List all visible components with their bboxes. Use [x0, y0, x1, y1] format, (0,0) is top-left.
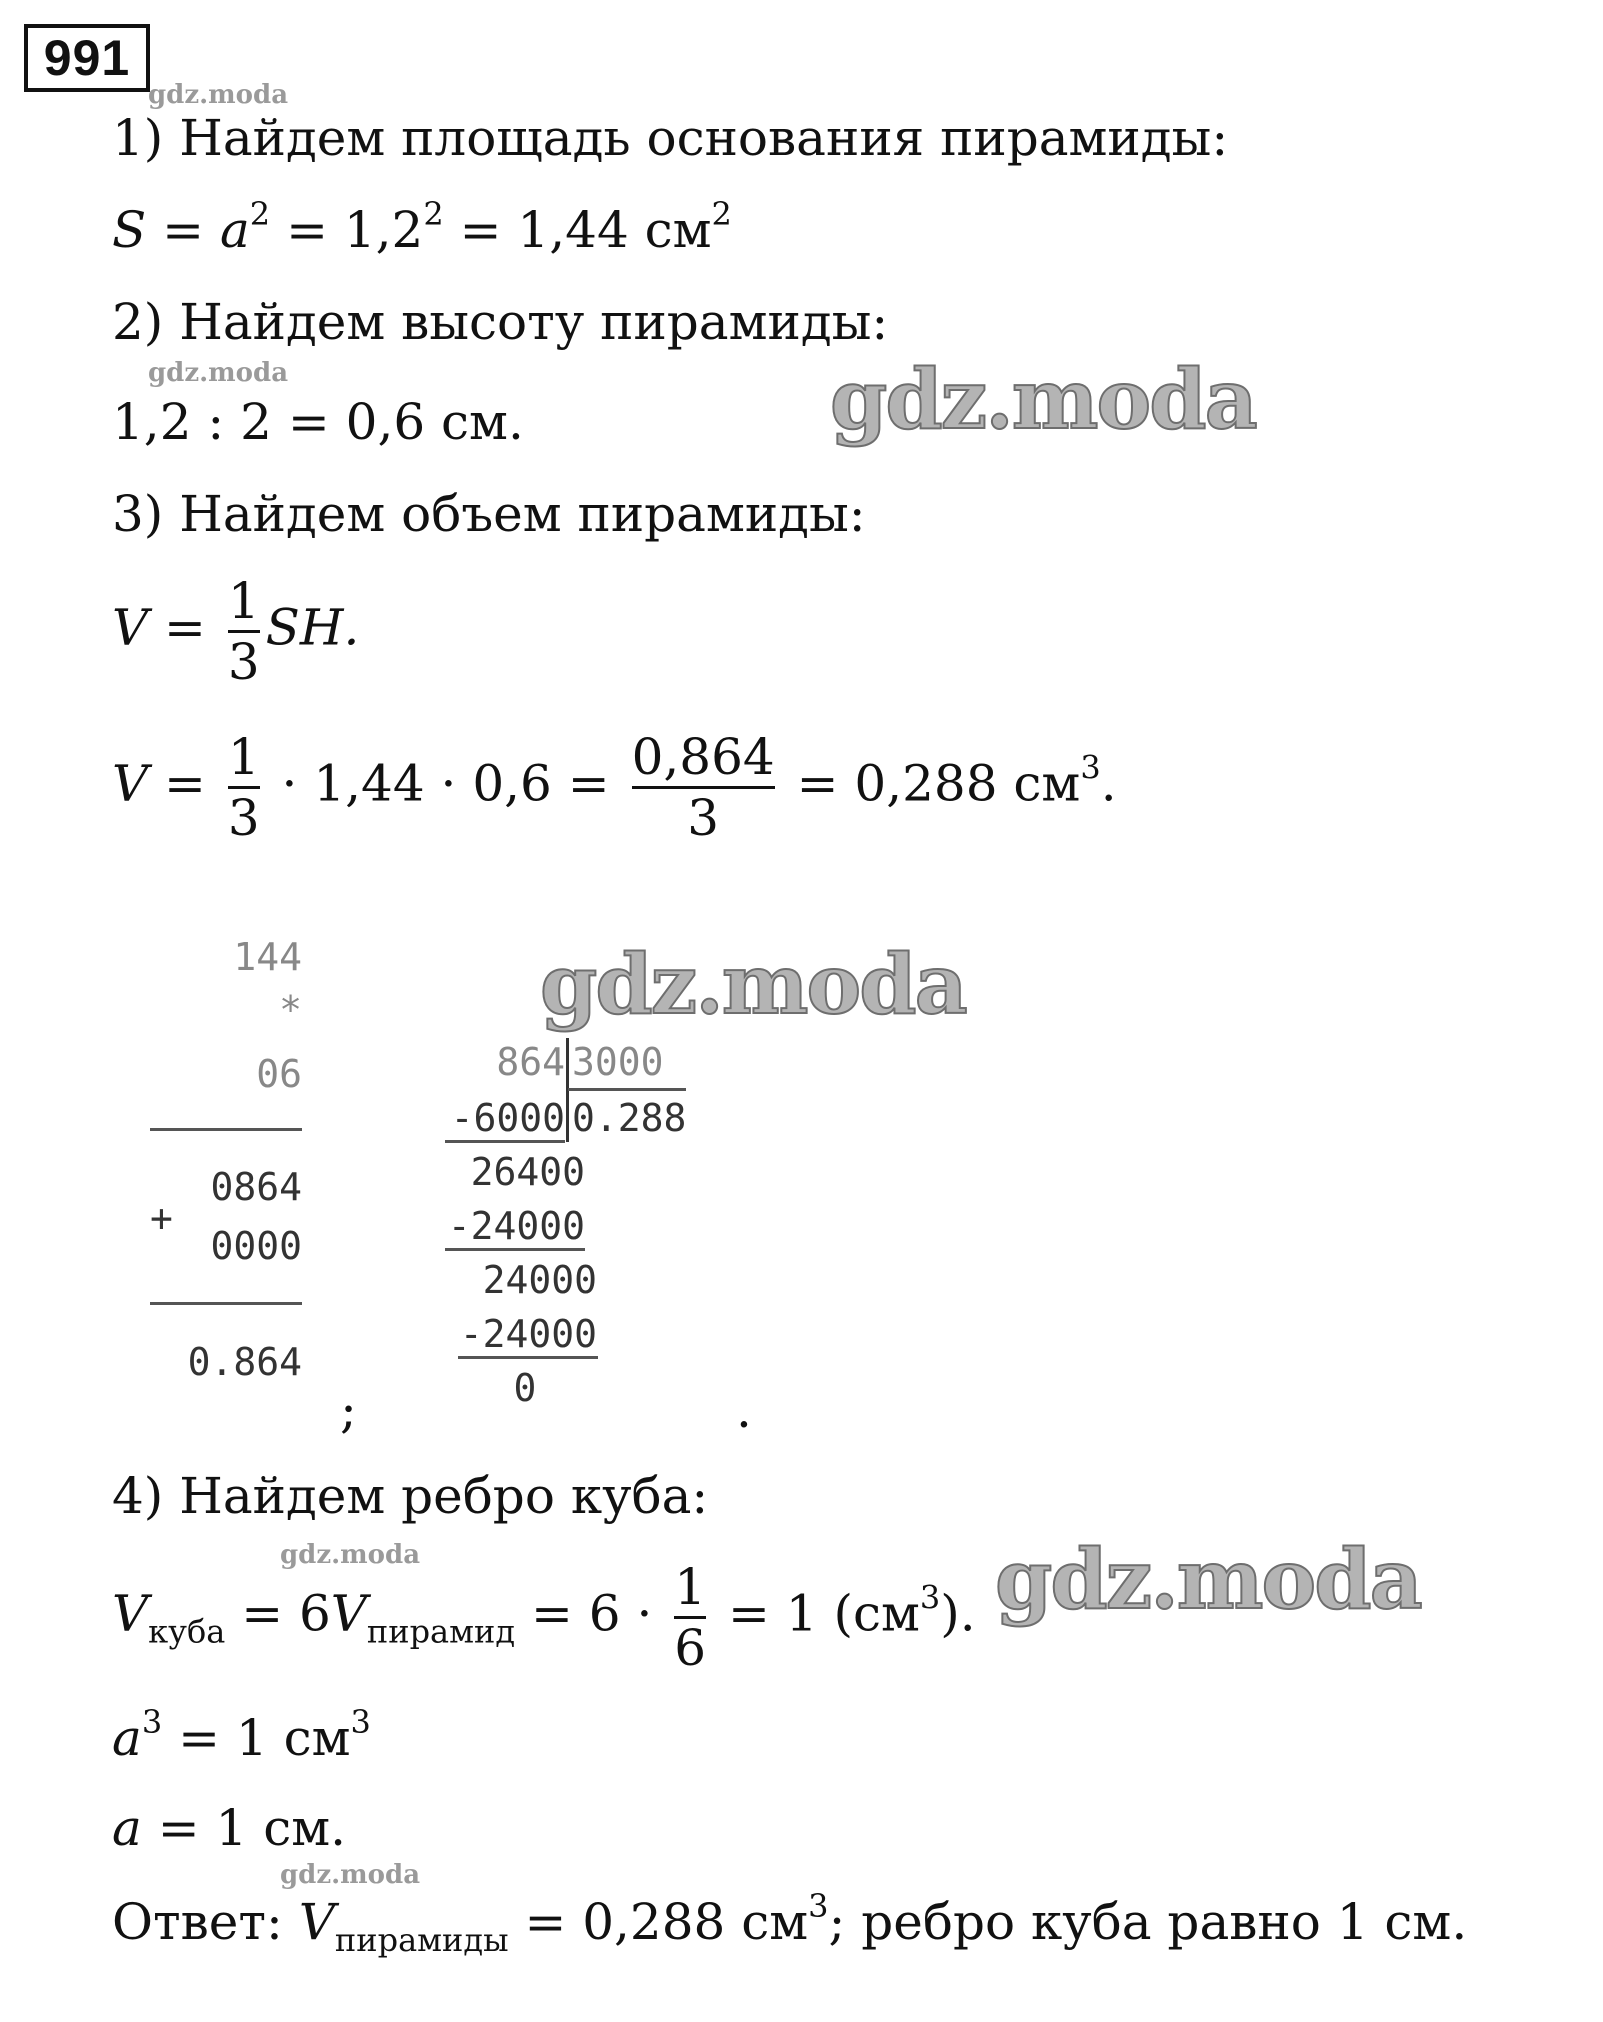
mult-row1: 144: [233, 935, 302, 979]
watermark-small: gdz.moda: [148, 358, 289, 388]
div-divisor-line: [568, 1088, 686, 1091]
numerator: 1: [227, 572, 260, 630]
step3-heading: 3) Найдем объем пирамиды:: [112, 485, 866, 543]
symbol-v: V: [298, 1893, 335, 1951]
symbol-v: V: [112, 1584, 149, 1643]
step1-heading: 1) Найдем площадь основания пирамиды:: [112, 109, 1229, 167]
div-step: -6000: [450, 1096, 565, 1140]
mult-operator: *: [279, 988, 302, 1032]
watermark-small: gdz.moda: [280, 1860, 421, 1890]
fraction: [674, 1558, 706, 1677]
div-step: 26400: [470, 1150, 585, 1194]
step4-formula3: [112, 1798, 346, 1858]
formula-text: =: [164, 598, 206, 657]
watermark-large: gdz.moda: [830, 352, 1256, 448]
symbol-v: V: [112, 754, 149, 813]
watermark-large: gdz.moda: [995, 1532, 1421, 1628]
div-dividend: 864: [496, 1040, 565, 1084]
answer-line: [112, 1887, 1468, 1959]
div-quotient: 0.288: [572, 1096, 687, 1140]
denominator: 3: [687, 789, 720, 847]
denominator: 3: [227, 789, 260, 847]
symbol-v: V: [330, 1584, 367, 1643]
formula-text: = 6: [241, 1584, 331, 1643]
numerator: 1: [674, 1558, 707, 1616]
numerator: 0,864: [631, 728, 775, 786]
denominator: 3: [227, 633, 260, 691]
symbol-a: a: [112, 1799, 142, 1857]
exponent: 3: [808, 1887, 829, 1925]
answer-label: Ответ:: [112, 1893, 283, 1951]
div-remainder: 0: [513, 1366, 537, 1410]
step2-heading: 2) Найдем высоту пирамиды:: [112, 293, 889, 351]
watermark-large: gdz.moda: [540, 937, 966, 1033]
mult-divider: [150, 1302, 302, 1305]
subscript: пирамиды: [334, 1921, 509, 1959]
formula-text: = 1 см: [178, 1709, 351, 1767]
mult-separator: ;: [340, 1381, 357, 1439]
step4-heading: 4) Найдем ребро куба:: [112, 1467, 709, 1525]
formula-text: =: [164, 754, 206, 813]
mult-partial2: 0000: [210, 1224, 302, 1268]
exponent: 3: [350, 1703, 371, 1741]
step1-formula: [112, 195, 732, 260]
exponent: 3: [141, 1703, 163, 1741]
subscript: куба: [148, 1612, 226, 1651]
div-step: 24000: [482, 1258, 597, 1302]
formula-text: = 6 ·: [530, 1584, 653, 1643]
watermark-small: gdz.moda: [148, 80, 289, 110]
formula-text: = 0,288 см: [524, 1893, 809, 1951]
mult-row2: 06: [256, 1052, 302, 1096]
formula-text: SH.: [265, 598, 360, 657]
mult-plus: +: [150, 1196, 173, 1240]
numerator: 1: [227, 728, 260, 786]
exponent: 2: [423, 195, 444, 233]
mult-partial1: 0864: [210, 1165, 302, 1209]
formula-text: = 0,288 см: [796, 754, 1081, 813]
fraction: [632, 728, 775, 847]
symbol-s: S: [112, 201, 147, 259]
exponent: 2: [249, 195, 271, 233]
step4-formula1: [112, 1558, 976, 1677]
formula-text: = 1 (см: [727, 1584, 920, 1643]
div-step-line: [458, 1356, 598, 1359]
mult-result: 0.864: [187, 1340, 302, 1384]
symbol-a: a: [112, 1709, 142, 1767]
fraction: [228, 572, 260, 691]
symbol-a: a: [219, 201, 250, 259]
div-step-line: [445, 1140, 565, 1143]
div-end: .: [736, 1381, 752, 1439]
formula-text: .: [1100, 754, 1117, 813]
step2-formula: 1,2 : 2 = 0,6 см.: [112, 393, 524, 451]
div-divisor: 3000: [572, 1040, 664, 1084]
step3-formula1: [112, 572, 359, 691]
formula-text: = 1 см.: [157, 1799, 346, 1857]
step4-formula2: [112, 1703, 371, 1768]
denominator: 6: [674, 1619, 707, 1677]
div-step: -24000: [459, 1312, 597, 1356]
formula-text: · 1,44 · 0,6 =: [281, 754, 610, 813]
problem-number: 991: [24, 24, 150, 92]
mult-divider: [150, 1128, 302, 1131]
formula-text: = 1,2: [286, 201, 424, 259]
watermark-small: gdz.moda: [280, 1540, 421, 1570]
formula-text: = 1,44 см: [459, 201, 712, 259]
formula-text: =: [162, 201, 205, 259]
formula-text: ).: [940, 1584, 976, 1643]
div-step: -24000: [447, 1204, 585, 1248]
step3-formula2: [112, 728, 1117, 847]
exponent: 3: [1080, 748, 1101, 787]
subscript: пирамид: [366, 1612, 516, 1651]
exponent: 2: [711, 195, 732, 233]
div-step-line: [445, 1248, 585, 1251]
fraction: [228, 728, 260, 847]
symbol-v: V: [112, 598, 149, 657]
answer-text: ; ребро куба равно 1 см.: [828, 1893, 1468, 1951]
exponent: 3: [919, 1578, 941, 1617]
